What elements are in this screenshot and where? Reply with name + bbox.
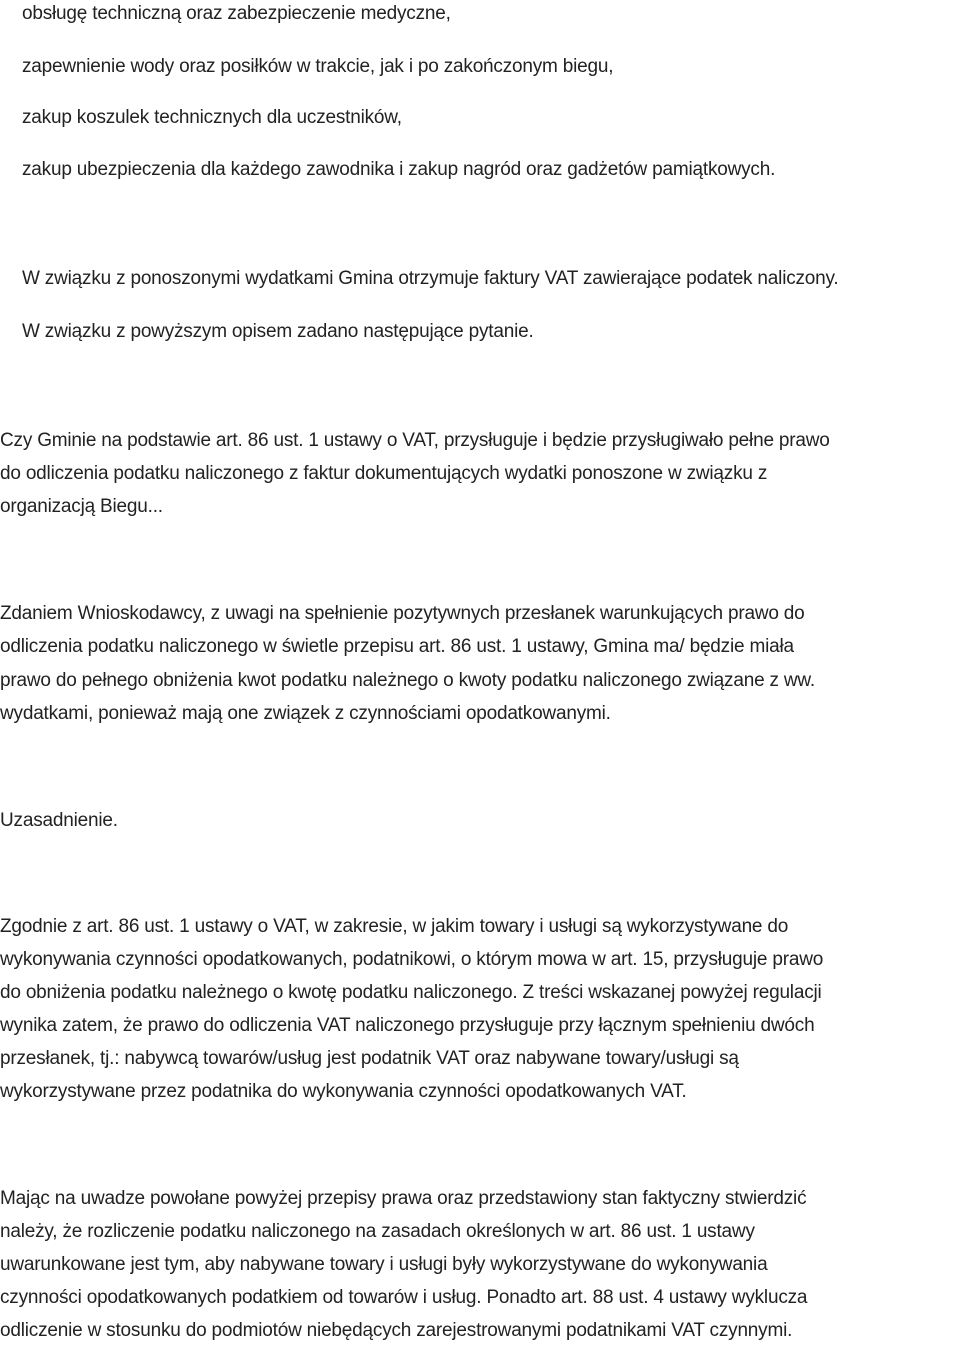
justification-line: do obniżenia podatku należnego o kwotę podatku naliczonego. Z treści wskazanej powyżej regulacji	[0, 982, 822, 1003]
justification-line: wykorzystywane przez podatnika do wykonywania czynności opodatkowanych VAT.	[0, 1081, 687, 1102]
justification-line: należy, że rozliczenie podatku naliczonego na zasadach określonych w art. 86 ust. 1 ustawy	[0, 1221, 755, 1242]
position-line: wydatkami, ponieważ mają one związek z czynnościami opodatkowanymi.	[0, 703, 611, 724]
paragraph-line: W związku z powyższym opisem zadano następujące pytanie.	[22, 321, 534, 342]
justification-line: Mając na uwadze powołane powyżej przepisy prawa oraz przedstawiony stan faktyczny stwierdzić	[0, 1188, 807, 1209]
list-item: zakup ubezpieczenia dla każdego zawodnika i zakup nagród oraz gadżetów pamiątkowych.	[22, 159, 776, 180]
position-line: prawo do pełnego obniżenia kwot podatku należnego o kwoty podatku naliczonego związane z ww.	[0, 670, 815, 691]
paragraph-line: W związku z ponoszonymi wydatkami Gmina otrzymuje faktury VAT zawierające podatek naliczony.	[22, 268, 839, 289]
question-line: Czy Gminie na podstawie art. 86 ust. 1 ustawy o VAT, przysługuje i będzie przysługiwało pełne prawo	[0, 430, 830, 451]
question-line: do odliczenia podatku naliczonego z faktur dokumentujących wydatki ponoszone w związku z	[0, 463, 768, 484]
justification-line: wynika zatem, że prawo do odliczenia VAT naliczonego przysługuje przy łącznym spełnieniu dwóch	[0, 1015, 815, 1036]
justification-line: przesłanek, tj.: nabywcą towarów/usług jest podatnik VAT oraz nabywane towary/usługi są	[0, 1048, 739, 1069]
position-line: odliczenia podatku naliczonego w świetle przepisu art. 86 ust. 1 ustawy, Gmina ma/ będzie miała	[0, 636, 794, 657]
question-line: organizacją Biegu...	[0, 496, 163, 517]
list-item: zapewnienie wody oraz posiłków w trakcie, jak i po zakończonym biegu,	[22, 56, 614, 77]
section-heading: Uzasadnienie.	[0, 810, 118, 831]
list-item: zakup koszulek technicznych dla uczestników,	[22, 107, 402, 128]
justification-line: Zgodnie z art. 86 ust. 1 ustawy o VAT, w zakresie, w jakim towary i usługi są wykorzystywane do	[0, 916, 789, 937]
justification-line: czynności opodatkowanych podatkiem od towarów i usług. Ponadto art. 88 ust. 4 ustawy wyklucza	[0, 1287, 808, 1308]
list-item: obsługę techniczną oraz zabezpieczenie medyczne,	[22, 3, 451, 24]
justification-line: uwarunkowane jest tym, aby nabywane towary i usługi były wykorzystywane do wykonywania	[0, 1254, 768, 1275]
position-line: Zdaniem Wnioskodawcy, z uwagi na spełnienie pozytywnych przesłanek warunkujących prawo do	[0, 603, 805, 624]
justification-line: odliczenie w stosunku do podmiotów niebędących zarejestrowanymi podatnikami VAT czynnymi.	[0, 1320, 793, 1341]
justification-line: wykonywania czynności opodatkowanych, podatnikowi, o którym mowa w art. 15, przysługuje prawo	[0, 949, 824, 970]
